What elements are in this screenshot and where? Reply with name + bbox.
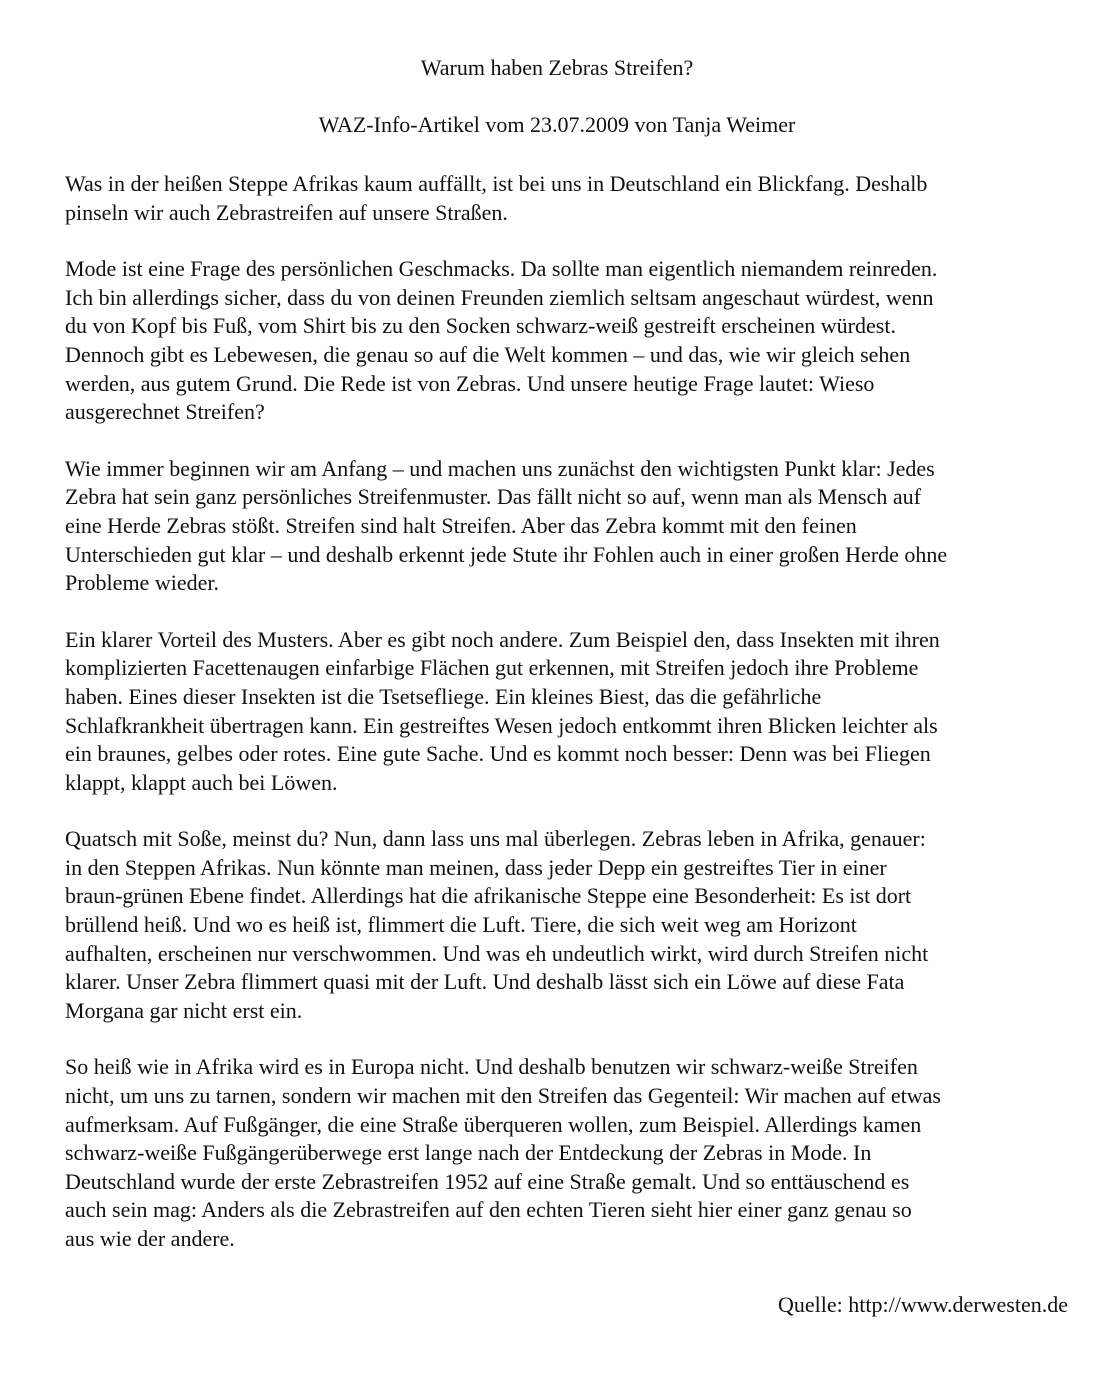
paragraph-line: auch sein mag: Anders als die Zebrastreifen auf den echten Tieren sieht hier einer ganz genau so xyxy=(65,1197,912,1223)
paragraph-line: Deutschland wurde der erste Zebrastreifen 1952 auf eine Straße gemalt. Und so enttäuschend es xyxy=(65,1168,910,1194)
paragraph-line: klarer. Unser Zebra flimmert quasi mit der Luft. Und deshalb lässt sich ein Löwe auf diese Fata xyxy=(65,969,905,995)
paragraph-line: klappt, klappt auch bei Löwen. xyxy=(65,769,338,795)
article-body xyxy=(65,170,1065,1282)
paragraph-line: braun-grünen Ebene findet. Allerdings hat die afrikanische Steppe eine Besonderheit: Es ist dort xyxy=(65,883,912,909)
paragraph-line: eine Herde Zebras stößt. Streifen sind halt Streifen. Aber das Zebra kommt mit den feinen xyxy=(65,512,857,538)
article-paragraph xyxy=(65,825,1065,1025)
paragraph-line: So heiß wie in Afrika wird es in Europa nicht. Und deshalb benutzen wir schwarz-weiße Streifen xyxy=(65,1054,918,1080)
paragraph-line: Dennoch gibt es Lebewesen, die genau so auf die Welt kommen – und das, wie wir gleich sehen xyxy=(65,341,911,367)
article-paragraph xyxy=(65,170,1065,227)
paragraph-line: schwarz-weiße Fußgängerüberwege erst lange nach der Entdeckung der Zebras in Mode. In xyxy=(65,1140,872,1166)
article-paragraph xyxy=(65,455,1065,598)
paragraph-line: Probleme wieder. xyxy=(65,570,219,596)
article-paragraph xyxy=(65,626,1065,798)
paragraph-line: komplizierten Facettenaugen einfarbige Flächen gut erkennen, mit Streifen jedoch ihre Probleme xyxy=(65,655,919,681)
paragraph-line: Ein klarer Vorteil des Musters. Aber es gibt noch andere. Zum Beispiel den, dass Insekten mit ihren xyxy=(65,626,940,652)
source-citation: Quelle: http://www.derwesten.de xyxy=(778,1292,1068,1317)
paragraph-line: Wie immer beginnen wir am Anfang – und machen uns zunächst den wichtigsten Punkt klar: Jedes xyxy=(65,455,935,481)
page-title: Warum haben Zebras Streifen? xyxy=(420,55,694,80)
article-byline: WAZ-Info-Artikel vom 23.07.2009 von Tanja Weimer xyxy=(318,112,796,137)
paragraph-line: aus wie der andere. xyxy=(65,1226,235,1251)
paragraph-line: Zebra hat sein ganz persönliches Streifenmuster. Das fällt nicht so auf, wenn man als Mensch auf xyxy=(65,484,921,510)
paragraph-line: Unterschieden gut klar – und deshalb erkennt jede Stute ihr Fohlen auch in einer großen Herde ohne xyxy=(65,541,948,567)
paragraph-line: pinseln wir auch Zebrastreifen auf unsere Straßen. xyxy=(65,199,508,225)
paragraph-line: ein braunes, gelbes oder rotes. Eine gute Sache. Und es kommt noch besser: Denn was bei Fliegen xyxy=(65,741,931,767)
paragraph-line: Schlafkrankheit übertragen kann. Ein gestreiftes Wesen jedoch entkommt ihren Blicken leichter als xyxy=(65,712,938,738)
paragraph-line: du von Kopf bis Fuß, vom Shirt bis zu den Socken schwarz-weiß gestreift erscheinen würdest. xyxy=(65,313,896,339)
paragraph-line: nicht, um uns zu tarnen, sondern wir machen mit den Streifen das Gegenteil: Wir machen auf etwas xyxy=(65,1083,941,1109)
paragraph-line: ausgerechnet Streifen? xyxy=(65,399,265,425)
paragraph-line: Morgana gar nicht erst ein. xyxy=(65,997,303,1023)
paragraph-line: werden, aus gutem Grund. Die Rede ist von Zebras. Und unsere heutige Frage lautet: Wieso xyxy=(65,370,875,396)
paragraph-line: haben. Eines dieser Insekten ist die Tsetsefliege. Ein kleines Biest, das die gefährliche xyxy=(65,683,822,709)
paragraph-line: Was in der heißen Steppe Afrikas kaum auffällt, ist bei uns in Deutschland ein Blickfang. Deshalb xyxy=(65,171,928,196)
paragraph-line: Quatsch mit Soße, meinst du? Nun, dann lass uns mal überlegen. Zebras leben in Afrika, genauer: xyxy=(65,826,926,852)
article-paragraph xyxy=(65,1053,1065,1253)
article-paragraph xyxy=(65,255,1065,427)
paragraph-line: aufhalten, erscheinen nur verschwommen. Und was eh undeutlich wirkt, wird durch Streifen nicht xyxy=(65,940,929,966)
paragraph-line: Ich bin allerdings sicher, dass du von deinen Freunden ziemlich seltsam angeschaut würdest, wenn xyxy=(65,284,934,310)
paragraph-line: aufmerksam. Auf Fußgänger, die eine Straße überqueren wollen, zum Beispiel. Allerdings kamen xyxy=(65,1111,922,1137)
paragraph-line: Mode ist eine Frage des persönlichen Geschmacks. Da sollte man eigentlich niemandem reinreden. xyxy=(65,256,938,282)
paragraph-line: in den Steppen Afrikas. Nun könnte man meinen, dass jeder Depp ein gestreiftes Tier in einer xyxy=(65,854,887,880)
paragraph-line: brüllend heiß. Und wo es heiß ist, flimmert die Luft. Tiere, die sich weit weg am Horizont xyxy=(65,912,857,938)
